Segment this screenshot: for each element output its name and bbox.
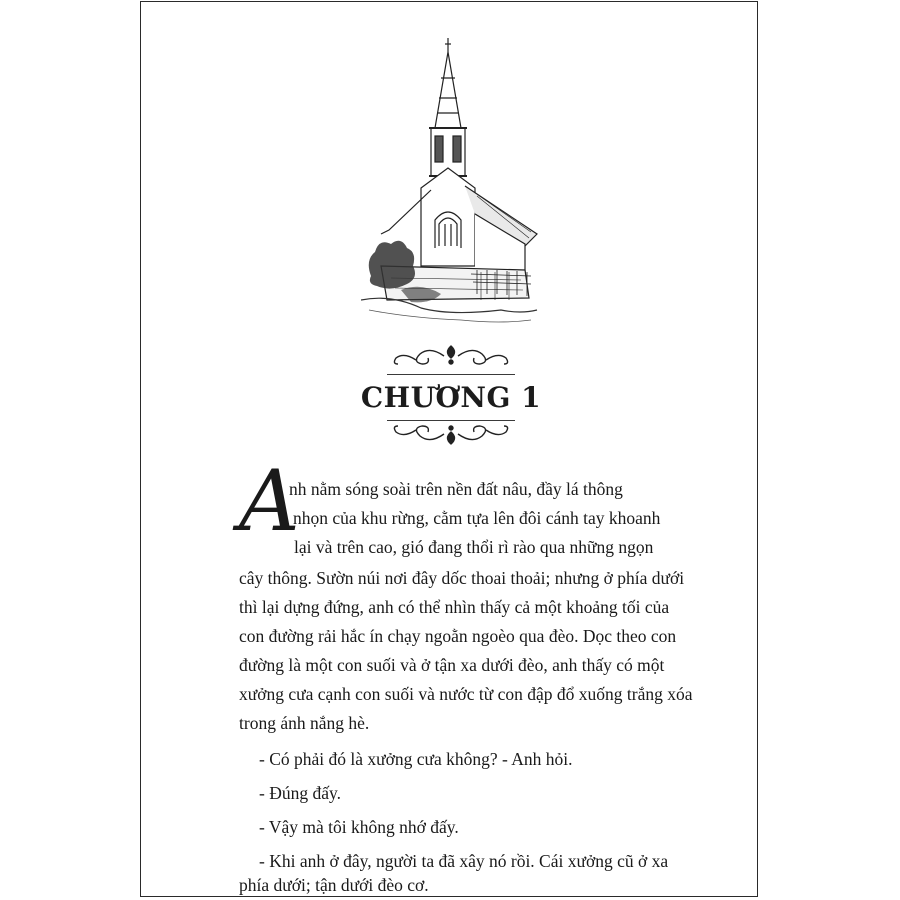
- book-page: [140, 1, 758, 897]
- dialogue-line: phía dưới; tận dưới đèo cơ.: [239, 875, 429, 895]
- church-illustration: [361, 38, 541, 332]
- ornament-top: [386, 342, 516, 372]
- paragraph-line: con đường rải hắc ín chạy ngoằn ngoèo qua đèo. Dọc theo con: [239, 626, 677, 646]
- dialogue-line: - Đúng đấy.: [259, 783, 341, 803]
- paragraph-line: cây thông. Sườn núi nơi đây dốc thoai thoải; nhưng ở phía dưới: [239, 568, 685, 588]
- ornament-bottom: [386, 418, 516, 448]
- paragraph-line: trong ánh nắng hè.: [239, 713, 370, 733]
- dialogue-line: - Vậy mà tôi không nhớ đấy.: [259, 817, 459, 837]
- paragraph-line: nh nằm sóng soài trên nền đất nâu, đầy lá thông: [289, 479, 623, 499]
- chapter-title: CHƯƠNG 1: [360, 381, 542, 414]
- paragraph-line: thì lại dựng đứng, anh có thể nhìn thấy cả một khoảng tối của: [239, 597, 670, 617]
- drop-cap-letter: A: [239, 452, 300, 550]
- paragraph-line: lại và trên cao, gió đang thổi rì rào qua những ngọn: [294, 537, 654, 557]
- paragraph-line: đường là một con suối và ở tận xa dưới đèo, anh thấy có một: [239, 655, 665, 675]
- dialogue-line: - Khi anh ở đây, người ta đã xây nó rồi. Cái xưởng cũ ở xa: [259, 851, 669, 871]
- dialogue-line: - Có phải đó là xưởng cưa không? - Anh hỏi.: [259, 749, 573, 769]
- rule-top: [387, 374, 515, 375]
- paragraph-line: xưởng cưa cạnh con suối và nước từ con đập đổ xuống trắng xóa: [239, 684, 693, 704]
- paragraph-line: nhọn của khu rừng, cằm tựa lên đôi cánh tay khoanh: [293, 508, 661, 528]
